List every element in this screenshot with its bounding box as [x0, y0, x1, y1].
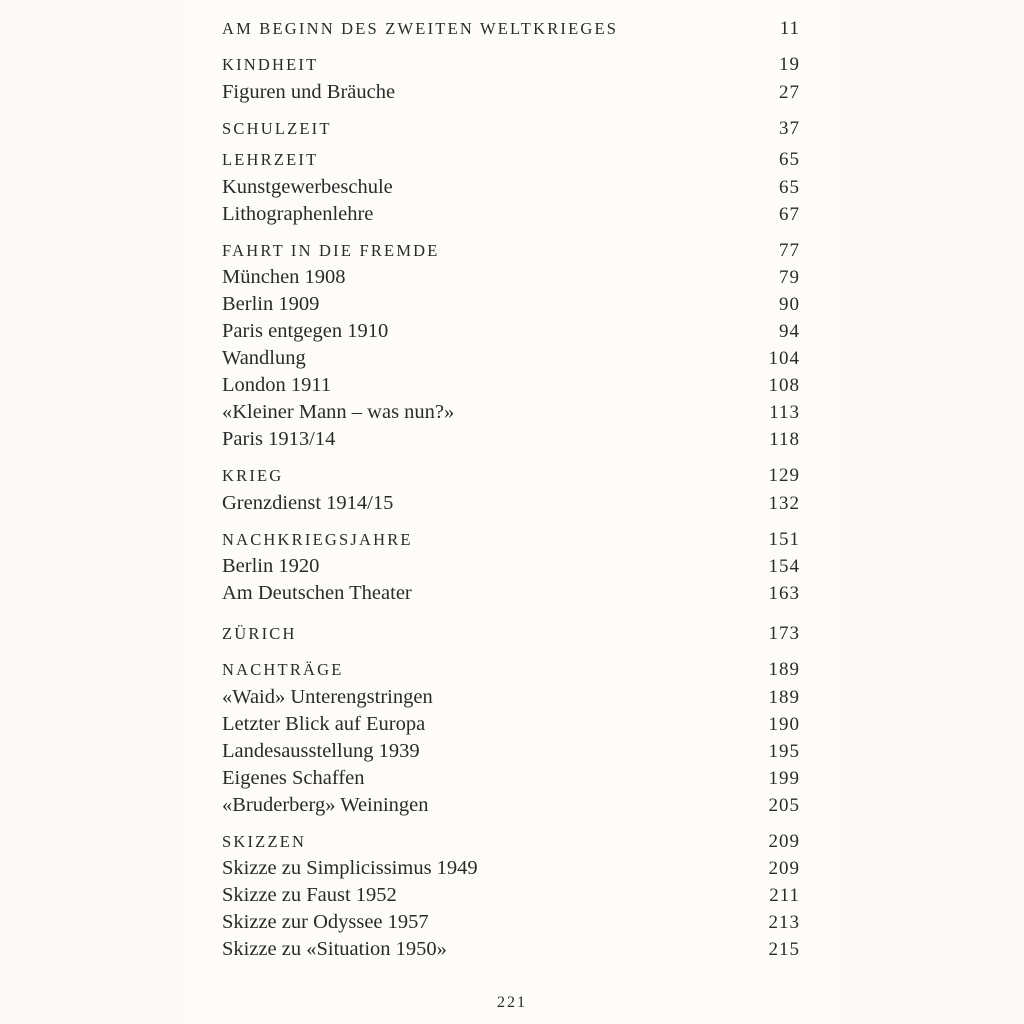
- toc-title: Skizze zu «Situation 1950»: [222, 938, 447, 960]
- toc-title: Figuren und Bräuche: [222, 81, 396, 103]
- toc-entry: [222, 264, 800, 291]
- toc-page: 199: [768, 768, 800, 789]
- toc-entry: [222, 463, 800, 489]
- toc-page: 27: [779, 82, 800, 103]
- toc-title: München 1908: [222, 266, 346, 288]
- toc-title: Grenzdienst 1914/15: [222, 492, 394, 514]
- toc-page: 94: [779, 321, 800, 342]
- toc-entry: [222, 16, 800, 42]
- toc-entry: [222, 711, 800, 738]
- toc-title: Paris 1913/14: [222, 428, 336, 450]
- page-number: 221: [497, 994, 527, 1011]
- toc-title: NACHKRIEGSJAHRE: [222, 530, 413, 549]
- toc-entry: [222, 238, 800, 264]
- toc-page: 65: [779, 177, 800, 198]
- toc-entry: [222, 318, 800, 345]
- toc-title: NACHTRÄGE: [222, 660, 344, 679]
- toc-page: 90: [779, 294, 800, 315]
- toc-page: 213: [768, 912, 800, 933]
- toc-page: 67: [779, 204, 800, 225]
- toc-entry: [222, 490, 800, 517]
- toc-title: Eigenes Schaffen: [222, 767, 365, 789]
- toc-entry: [222, 426, 800, 453]
- toc-title: «Waid» Unterengstringen: [222, 686, 433, 708]
- toc-title: «Bruderberg» Weiningen: [222, 794, 429, 816]
- toc-entry: [222, 909, 800, 936]
- toc-page: 173: [768, 623, 800, 644]
- toc-page: 79: [779, 267, 800, 288]
- toc-page: 163: [768, 583, 800, 604]
- toc-title: Lithographenlehre: [222, 203, 374, 225]
- toc-entry: [222, 553, 800, 580]
- toc-page: 19: [779, 54, 800, 75]
- toc-entry: [222, 882, 800, 909]
- toc-title: Skizze zu Faust 1952: [222, 884, 397, 906]
- toc-title: LEHRZEIT: [222, 150, 319, 169]
- toc-entry: [222, 738, 800, 765]
- toc-page: 211: [769, 885, 800, 906]
- toc-page: 37: [779, 118, 800, 139]
- toc-page: 108: [768, 375, 800, 396]
- toc-page: 129: [768, 465, 800, 486]
- toc-entry: [222, 792, 800, 819]
- toc-title: Kunstgewerbeschule: [222, 176, 393, 198]
- toc-page: 154: [768, 556, 800, 577]
- toc-entry: [222, 372, 800, 399]
- toc-entry: [222, 657, 800, 683]
- toc-page: 77: [779, 240, 800, 261]
- toc-entry: [222, 765, 800, 792]
- toc-entry: [222, 201, 800, 228]
- toc-title: «Kleiner Mann – was nun?»: [222, 401, 455, 423]
- toc-page: 132: [768, 493, 800, 514]
- toc-title: Wandlung: [222, 347, 306, 369]
- toc-entry: [222, 345, 800, 372]
- toc-title: Landesausstellung 1939: [222, 740, 420, 762]
- toc-page: 65: [779, 149, 800, 170]
- toc-title: SCHULZEIT: [222, 119, 332, 138]
- toc-title: KINDHEIT: [222, 55, 319, 74]
- toc-title: FAHRT IN DIE FREMDE: [222, 241, 440, 260]
- toc-page: 215: [768, 939, 800, 960]
- toc-title: KRIEG: [222, 466, 284, 485]
- toc-page: 190: [768, 714, 800, 735]
- toc-title: SKIZZEN: [222, 832, 307, 851]
- toc-entry: [222, 291, 800, 318]
- toc-page: 209: [768, 858, 800, 879]
- toc-entry: [222, 174, 800, 201]
- toc-entry: [222, 936, 800, 963]
- toc-page: 151: [768, 529, 800, 550]
- toc-entry: [222, 621, 800, 647]
- toc-entry: [222, 829, 800, 855]
- toc-entry: [222, 580, 800, 607]
- toc-title: Skizze zur Odyssee 1957: [222, 911, 429, 933]
- toc-page: 113: [769, 402, 800, 423]
- toc-entry: [222, 79, 800, 106]
- toc-title: Paris entgegen 1910: [222, 320, 389, 342]
- toc-title: London 1911: [222, 374, 332, 396]
- toc-page: 205: [768, 795, 800, 816]
- toc-entry: [222, 52, 800, 78]
- toc-title: Am Deutschen Theater: [222, 582, 412, 604]
- toc-page: 104: [768, 348, 800, 369]
- toc-page: 118: [769, 429, 800, 450]
- toc-title: Skizze zu Simplicissimus 1949: [222, 857, 478, 879]
- toc-entry: [222, 684, 800, 711]
- toc-entry: [222, 116, 800, 142]
- toc-entry: [222, 399, 800, 426]
- toc-title: AM BEGINN DES ZWEITEN WELTKRIEGES: [222, 19, 619, 38]
- toc-title: ZÜRICH: [222, 624, 297, 643]
- toc-page: 209: [768, 831, 800, 852]
- toc-page: 11: [779, 18, 800, 39]
- toc-title: Letzter Blick auf Europa: [222, 713, 426, 735]
- toc-entry: [222, 855, 800, 882]
- toc-entry: [222, 147, 800, 173]
- toc-title: Berlin 1909: [222, 293, 320, 315]
- toc-title: Berlin 1920: [222, 555, 320, 577]
- toc-page: 189: [768, 659, 800, 680]
- toc-page: 189: [768, 687, 800, 708]
- toc-entry: [222, 527, 800, 553]
- toc-page: 195: [768, 741, 800, 762]
